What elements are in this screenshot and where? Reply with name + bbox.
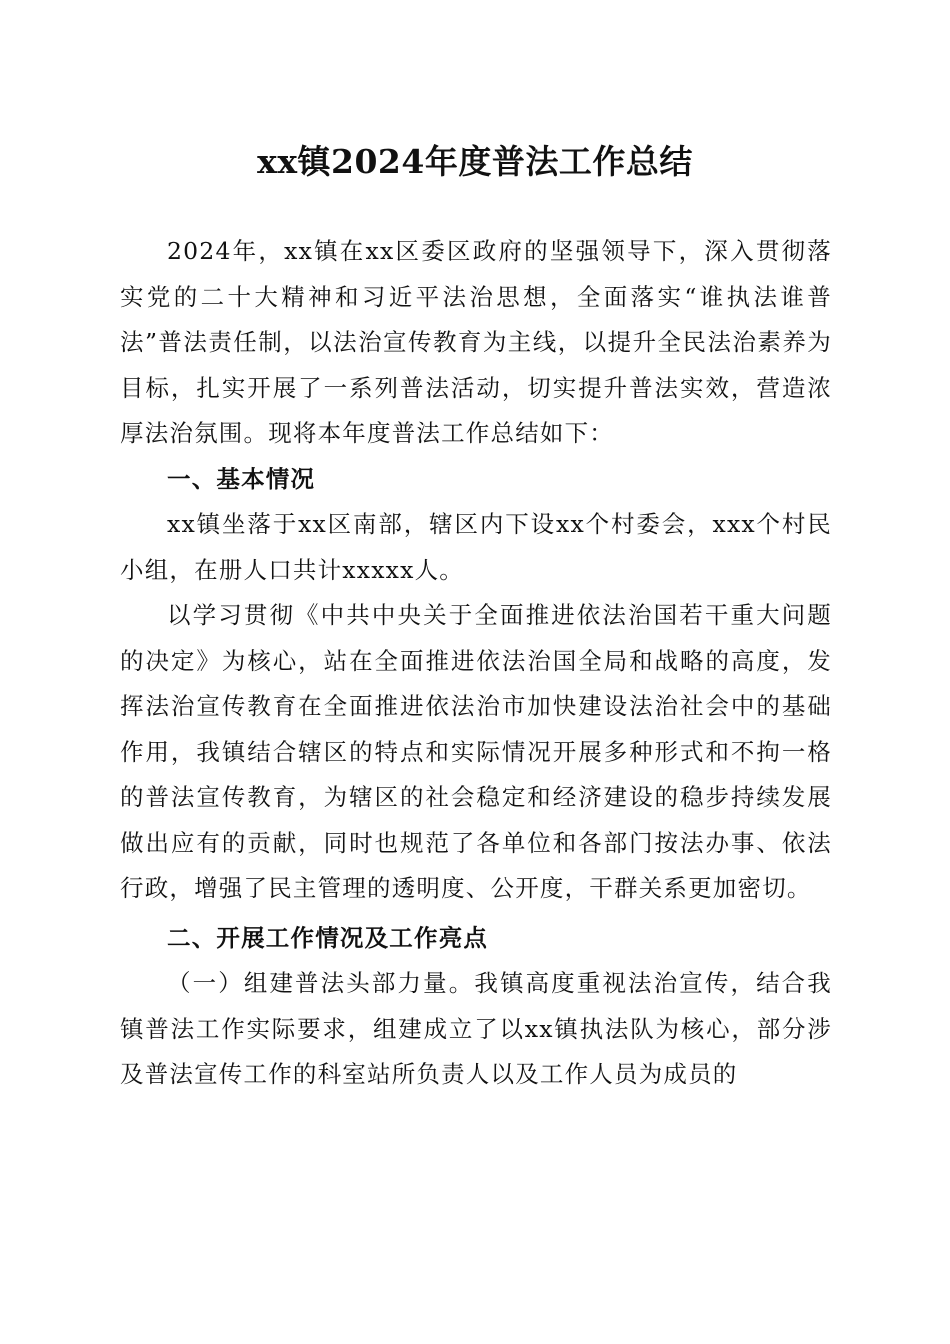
document-body [120,229,832,1098]
basic-situation-paragraph-1: xx镇坐落于xx区南部，辖区内下设xx个村委会，xxx个村民小组，在册人口共计xxxxx人。 [120,510,832,584]
basic-situation-paragraph-2: 以学习贯彻《中共中央关于全面推进依法治国若干重大问题的决定》为核心，站在全面推进依法治国全局和战略的高度，发挥法治宣传教育在全面推进依法治市加快建设法治社会中的基础作用，我镇结合辖区的特点和实际情况开展多种形式和不拘一格的普法宣传教育，为辖区的社会稳定和经济建设的稳步持续发展做出应有的贡献，同时也规范了各单位和各部门按法办事、依法行政，增强了民主管理的透明度、公开度，干群关系更加密切。 [120,601,832,902]
document-title: xx镇2024年度普法工作总结 [257,142,693,181]
section-heading-work-highlights: 二、开展工作情况及工作亮点 [167,923,489,952]
intro-paragraph: 2024年，xx镇在xx区委区政府的坚强领导下，深入贯彻落实党的二十大精神和习近平法治思想，全面落实“谁执法谁普法”普法责任制，以法治宣传教育为主线，以提升全民法治素养为目标，扎实开展了一系列普法活动，切实提升普法实效，营造浓厚法治氛围。现将本年度普法工作总结如下： [120,237,832,447]
work-highlights-paragraph-1: （一）组建普法头部力量。我镇高度重视法治宣传，结合我镇普法工作实际要求，组建成立了以xx镇执法队为核心，部分涉及普法宣传工作的科室站所负责人以及工作人员为成员的 [120,969,832,1088]
section-heading-basic-situation: 一、基本情况 [167,464,316,493]
